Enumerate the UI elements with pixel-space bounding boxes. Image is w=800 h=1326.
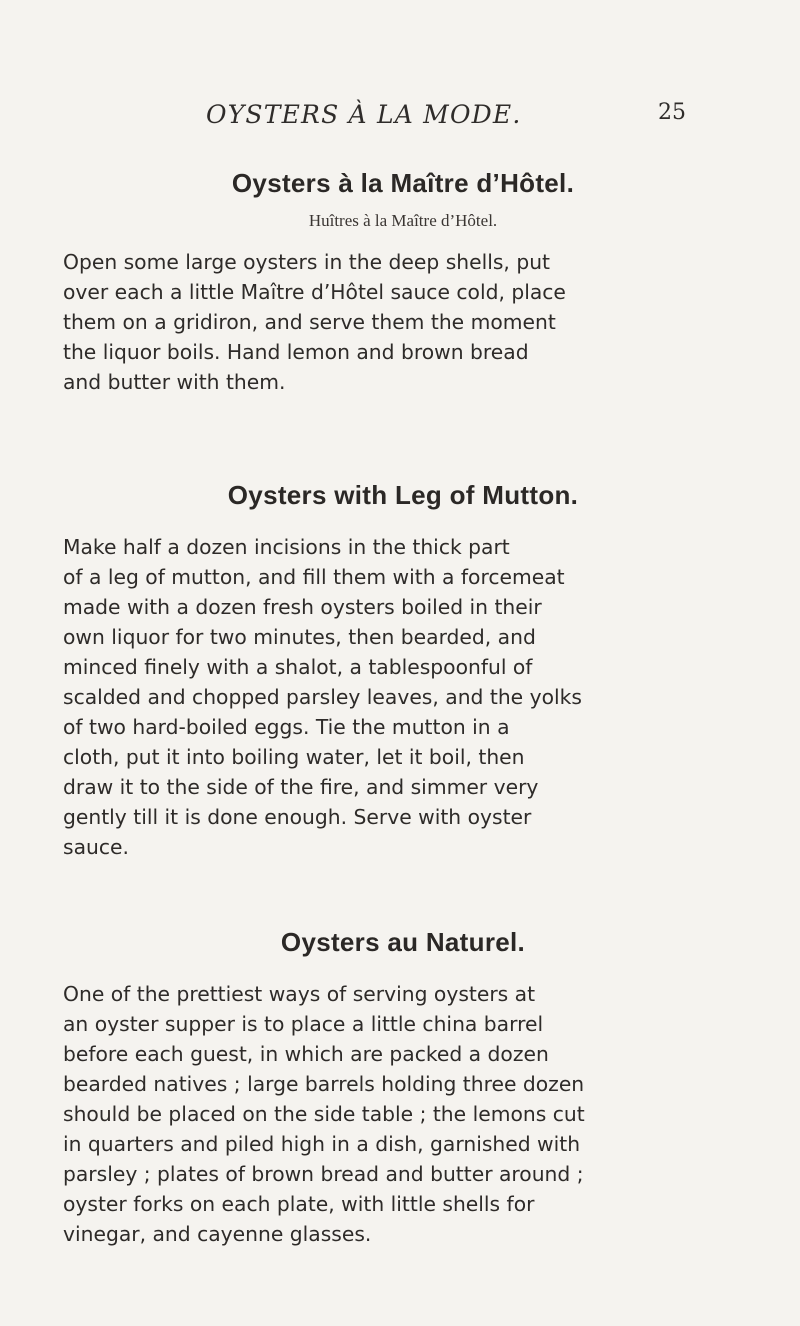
recipe-text: Open some large oysters in the deep shells, put over each a little Maître d’Hôtel sauce cold, place them on a gridiron, and serve them the moment the liquor boils. Hand lemon and brown bread and butter with them. <box>63 250 566 394</box>
recipe-text: Make half a dozen incisions in the thick part of a leg of mutton, and fill them with a forcemeat made with a dozen fresh oysters boiled in their own liquor for two minutes, then bearded, and minced finely with a shalot, a tablespoonful of scalded and chopped parsley leaves, and the yolks of two hard-boiled eggs. Tie the mutton in a cloth, put it into boiling water, let it boil, then draw it to the side of the fire, and simmer very gently till it is done enough. Serve with oyster sauce. <box>63 535 582 859</box>
page-number: 25 <box>658 100 686 125</box>
recipe-subtitle: Huîtres à la Maître d’Hôtel. <box>308 211 498 230</box>
recipe-au-naturel <box>63 927 743 1249</box>
recipe-title: Oysters à la Maître d’Hôtel. <box>231 168 575 198</box>
recipe-title: Oysters with Leg of Mutton. <box>227 480 579 510</box>
recipe-maitre-d-hotel <box>63 168 743 397</box>
recipe-title: Oysters au Naturel. <box>280 927 526 957</box>
recipe-text: One of the prettiest ways of serving oysters at an oyster supper is to place a little china barrel before each guest, in which are packed a dozen bearded natives ; large barrels holding three dozen should be placed on the side table ; the lemons cut in quarters and piled high in a dish, garnished with parsley ; plates of brown bread and butter around ; oyster forks on each plate, with little shells for vinegar, and cayenne glasses. <box>63 982 585 1246</box>
running-title: OYSTERS À LA MODE. <box>206 100 522 129</box>
running-head <box>0 100 800 140</box>
recipe-leg-of-mutton <box>63 480 743 862</box>
